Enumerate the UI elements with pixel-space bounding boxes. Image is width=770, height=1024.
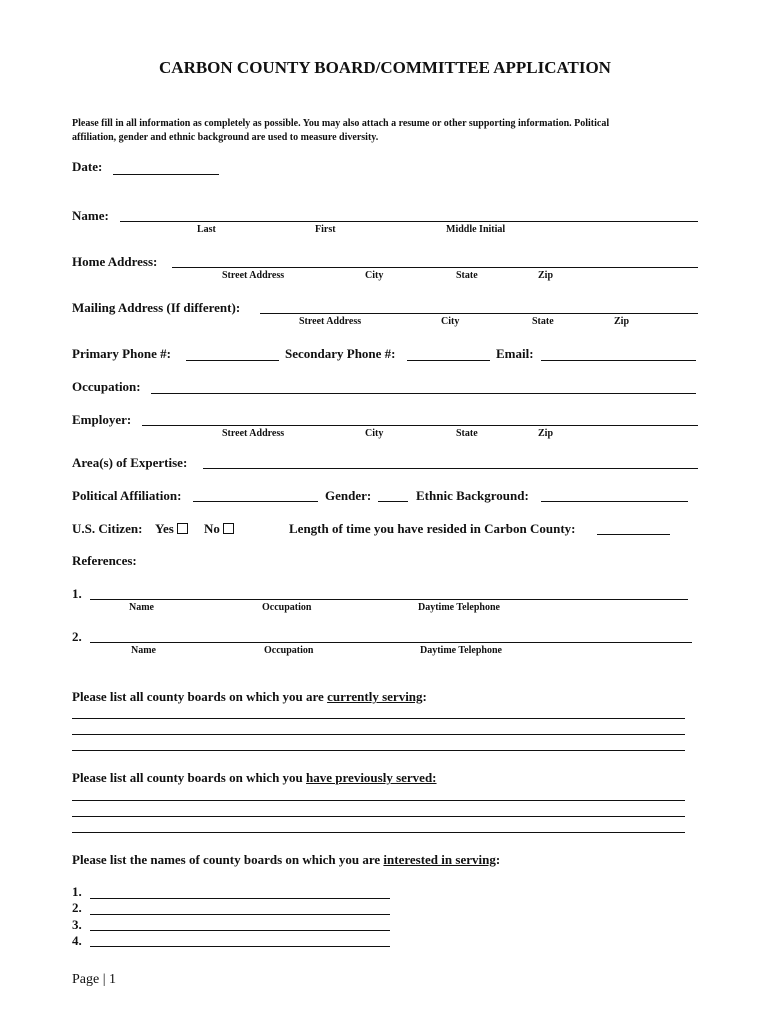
page-separator: | [102, 972, 106, 987]
ethnic-label: Ethnic Background: [416, 488, 529, 503]
current-line-1[interactable] [72, 718, 685, 719]
ref-2-number: 2. [72, 629, 82, 644]
home-sub-zip: Zip [538, 270, 554, 281]
page-footer [72, 972, 116, 988]
name-label: Name: [72, 208, 109, 223]
secondary-phone-label: Secondary Phone #: [285, 346, 396, 361]
ref-2-sub-name: Name [131, 645, 156, 656]
citizen-no-checkbox[interactable] [223, 523, 234, 534]
mail-sub-state: State [532, 316, 554, 327]
email-label: Email: [496, 346, 534, 361]
ethnic-field[interactable] [541, 501, 688, 502]
employer-field[interactable] [142, 425, 698, 426]
mailing-address-label: Mailing Address (If different): [72, 300, 241, 315]
interested-prompt: Please list the names of county boards on which you are interested in serving: [72, 852, 501, 867]
ref-1-sub-occupation: Occupation [262, 602, 312, 613]
current-line-3[interactable] [72, 750, 685, 751]
mail-sub-street: Street Address [299, 316, 362, 327]
gender-field[interactable] [378, 501, 408, 502]
ref-1-sub-phone: Daytime Telephone [418, 602, 500, 613]
previous-line-2[interactable] [72, 816, 685, 817]
secondary-phone-field[interactable] [407, 360, 490, 361]
ref-2-sub-phone: Daytime Telephone [420, 645, 502, 656]
interested-num-2: 2. [72, 900, 82, 915]
mail-sub-zip: Zip [614, 316, 630, 327]
interested-line-4[interactable] [90, 946, 390, 947]
ref-2-sub-occupation: Occupation [264, 645, 314, 656]
citizen-yes-checkbox[interactable] [177, 523, 188, 534]
name-sub-middle: Middle Initial [446, 224, 506, 235]
interested-line-3[interactable] [90, 930, 390, 931]
ref-2-field[interactable] [90, 642, 692, 643]
ref-1-sub-name: Name [129, 602, 154, 613]
page-number: 1 [109, 972, 117, 987]
interested-line-2[interactable] [90, 914, 390, 915]
home-sub-city: City [365, 270, 384, 281]
home-address-label: Home Address: [72, 254, 158, 269]
interested-num-1: 1. [72, 884, 82, 899]
interested-line-1[interactable] [90, 898, 390, 899]
citizen-no-label: No [204, 521, 220, 536]
page-label: Page [72, 972, 100, 987]
emp-sub-city: City [365, 428, 384, 439]
citizen-no-option[interactable] [204, 521, 234, 537]
expertise-label: Area(s) of Expertise: [72, 455, 188, 470]
name-sub-first: First [315, 224, 336, 235]
primary-phone-label: Primary Phone #: [72, 346, 171, 361]
emp-sub-state: State [456, 428, 478, 439]
employer-label: Employer: [72, 412, 132, 427]
currently-serving-prompt: Please list all county boards on which you are currently serving: [72, 689, 427, 704]
page-title: CARBON COUNTY BOARD/COMMITTEE APPLICATION [159, 58, 611, 77]
previously-served-prompt: Please list all county boards on which you have previously served: [72, 770, 437, 785]
residence-label: Length of time you have resided in Carbon County: [289, 521, 576, 536]
expertise-field[interactable] [203, 468, 698, 469]
home-sub-state: State [456, 270, 478, 281]
ref-1-field[interactable] [90, 599, 688, 600]
home-sub-street: Street Address [222, 270, 285, 281]
residence-field[interactable] [597, 534, 670, 535]
occupation-field[interactable] [151, 393, 696, 394]
emp-sub-zip: Zip [538, 428, 554, 439]
previous-line-3[interactable] [72, 832, 685, 833]
name-field[interactable] [120, 221, 698, 222]
intro-line-2: affiliation, gender and ethnic background are used to measure diversity. [72, 132, 379, 143]
citizen-yes-option[interactable] [155, 521, 188, 537]
references-label: References: [72, 553, 137, 568]
email-field[interactable] [541, 360, 696, 361]
citizen-label: U.S. Citizen: [72, 521, 143, 536]
intro-line-1: Please fill in all information as completely as possible. You may also attach a resume or other supporting information. Political [72, 118, 610, 129]
date-field[interactable] [113, 174, 219, 175]
political-field[interactable] [193, 501, 318, 502]
primary-phone-field[interactable] [186, 360, 279, 361]
previous-line-1[interactable] [72, 800, 685, 801]
interested-num-3: 3. [72, 917, 82, 932]
emp-sub-street: Street Address [222, 428, 285, 439]
occupation-label: Occupation: [72, 379, 141, 394]
name-sub-last: Last [197, 224, 216, 235]
gender-label: Gender: [325, 488, 372, 503]
mailing-address-field[interactable] [260, 313, 698, 314]
mail-sub-city: City [441, 316, 460, 327]
political-label: Political Affiliation: [72, 488, 182, 503]
home-address-field[interactable] [172, 267, 698, 268]
ref-1-number: 1. [72, 586, 82, 601]
citizen-yes-label: Yes [155, 521, 174, 536]
current-line-2[interactable] [72, 734, 685, 735]
date-label: Date: [72, 159, 103, 174]
interested-num-4: 4. [72, 933, 82, 948]
